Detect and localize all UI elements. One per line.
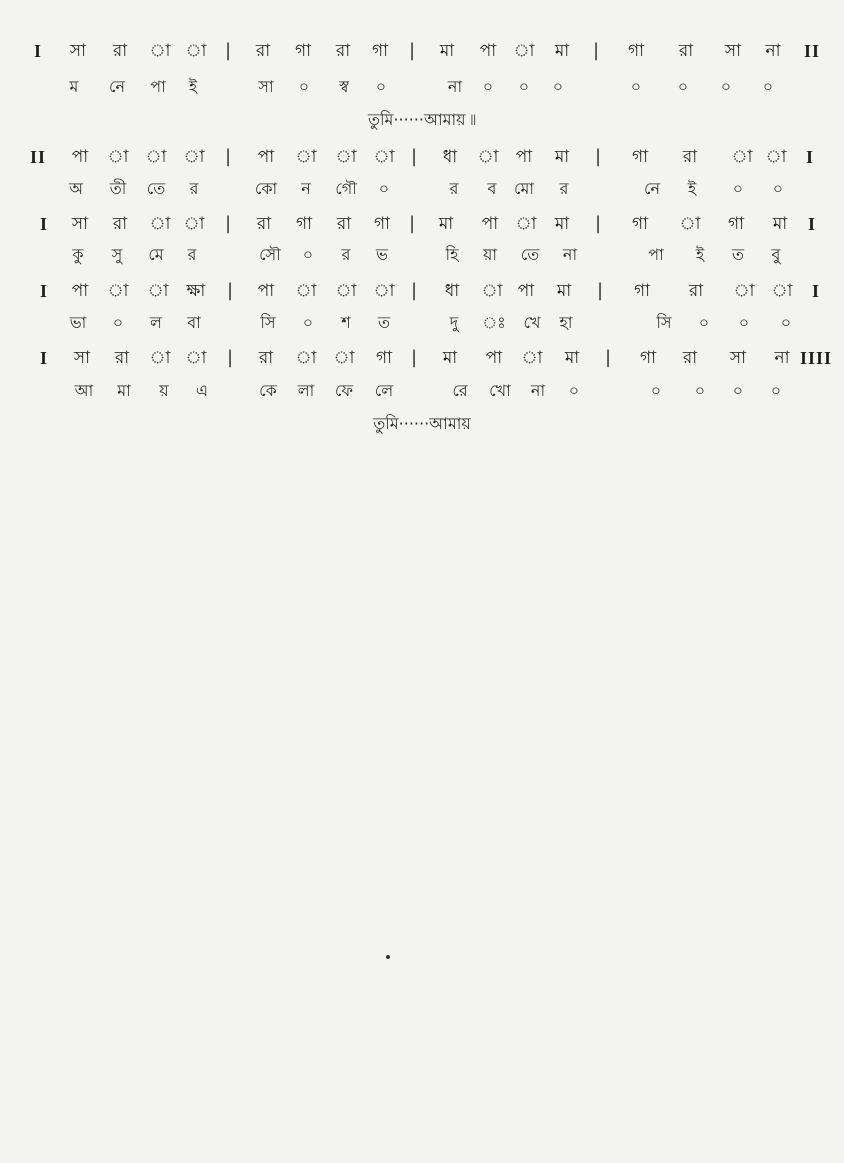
swara-note: া bbox=[373, 281, 395, 301]
lyric-syllable: পা bbox=[150, 77, 166, 96]
lyric-syllable: ব bbox=[487, 179, 497, 198]
swara-note: রা bbox=[255, 41, 271, 61]
bar-line: | bbox=[410, 146, 418, 167]
lyric-syllable: ল bbox=[150, 313, 162, 332]
lyric-syllable: রে bbox=[452, 381, 468, 400]
lyric-syllable: ০ bbox=[772, 179, 784, 198]
lyric-line bbox=[0, 174, 844, 204]
lyric-syllable: এ bbox=[195, 381, 209, 400]
swara-note: া bbox=[335, 147, 357, 167]
swara-note: া bbox=[183, 214, 205, 234]
lyric-syllable: আ bbox=[74, 381, 94, 400]
lyric-syllable: ভা bbox=[69, 313, 87, 332]
swara-note: রা bbox=[335, 41, 351, 61]
lyric-syllable: ভ bbox=[376, 245, 388, 264]
lyric-syllable: না bbox=[447, 77, 463, 96]
lyric-syllable: মো bbox=[513, 179, 535, 198]
lyric-syllable: তে bbox=[520, 245, 540, 264]
lyric-syllable: র bbox=[187, 245, 197, 264]
lyric-syllable: পা bbox=[648, 245, 664, 264]
lyric-syllable: সৌ bbox=[259, 245, 281, 264]
swara-note: া bbox=[335, 281, 357, 301]
lyric-syllable: ০ bbox=[482, 77, 494, 96]
bar-line: | bbox=[408, 40, 416, 61]
swara-note: া bbox=[149, 41, 171, 61]
ink-speck bbox=[386, 955, 390, 959]
swara-note: সা bbox=[724, 41, 742, 61]
end-marker: I bbox=[811, 281, 821, 301]
swara-note: া bbox=[185, 41, 207, 61]
swara-note: সা bbox=[73, 348, 91, 368]
swara-line bbox=[0, 276, 844, 306]
lyric-syllable: মে bbox=[148, 245, 164, 264]
swara-note: রা bbox=[336, 214, 352, 234]
lyric-syllable: র bbox=[449, 179, 459, 198]
lyric-syllable: ০ bbox=[698, 313, 710, 332]
swara-note: রা bbox=[112, 214, 128, 234]
swara-note: মা bbox=[554, 147, 570, 167]
start-marker: I bbox=[39, 348, 49, 368]
lyric-syllable: কে bbox=[259, 381, 277, 400]
lyric-syllable: তে bbox=[146, 179, 166, 198]
lyric-syllable: মা bbox=[117, 381, 131, 400]
swara-note: গা bbox=[727, 214, 745, 234]
swara-note: গা bbox=[627, 41, 645, 61]
swara-note: া bbox=[731, 147, 753, 167]
swara-note: া bbox=[477, 147, 499, 167]
lyric-syllable: ০ bbox=[780, 313, 792, 332]
swara-note: রা bbox=[682, 147, 698, 167]
lyric-syllable: তী bbox=[109, 179, 127, 198]
end-marker: I bbox=[807, 214, 817, 234]
lyric-syllable: ০ bbox=[762, 77, 774, 96]
lyric-syllable: বু bbox=[771, 245, 781, 264]
swara-note: গা bbox=[373, 214, 391, 234]
swara-note: া bbox=[521, 348, 543, 368]
swara-note: রা bbox=[258, 348, 274, 368]
start-marker: I bbox=[33, 41, 43, 61]
lyric-syllable: ত bbox=[377, 313, 391, 332]
swara-note: া bbox=[295, 147, 317, 167]
lyric-syllable: য়া bbox=[482, 245, 498, 264]
lyric-line bbox=[0, 376, 844, 406]
lyric-syllable: ত bbox=[731, 245, 745, 264]
lyric-syllable: নে bbox=[643, 179, 661, 198]
swara-note: পা bbox=[479, 41, 497, 61]
swara-note: পা bbox=[481, 214, 499, 234]
lyric-syllable: না bbox=[530, 381, 546, 400]
swara-note: পা bbox=[257, 147, 275, 167]
lyric-syllable: নে bbox=[108, 77, 126, 96]
lyric-syllable: সি bbox=[260, 313, 276, 332]
swara-note: গা bbox=[375, 348, 393, 368]
swara-note: রা bbox=[112, 41, 128, 61]
lyric-syllable: ০ bbox=[378, 179, 390, 198]
lyric-syllable: ০ bbox=[298, 77, 310, 96]
lyric-syllable: কো bbox=[254, 179, 278, 198]
lyric-syllable: খে bbox=[523, 313, 541, 332]
lyric-syllable: ম bbox=[69, 77, 79, 96]
lyric-syllable: না bbox=[562, 245, 578, 264]
swara-note: া bbox=[513, 41, 535, 61]
swara-note: গা bbox=[371, 41, 389, 61]
lyric-syllable: ন bbox=[301, 179, 311, 198]
bar-line: | bbox=[226, 280, 234, 301]
swara-note: া bbox=[149, 214, 171, 234]
start-marker: I bbox=[39, 214, 49, 234]
swara-note: পা bbox=[71, 281, 89, 301]
lyric-syllable: গৌ bbox=[335, 179, 357, 198]
swara-note: রা bbox=[682, 348, 698, 368]
swara-note: রা bbox=[688, 281, 704, 301]
swara-note: মা bbox=[438, 214, 454, 234]
lyric-syllable: ০ bbox=[375, 77, 387, 96]
swara-note: া bbox=[183, 147, 205, 167]
end-marker: IIII bbox=[799, 348, 833, 368]
swara-note: মা bbox=[556, 281, 572, 301]
swara-note: ধা bbox=[444, 281, 460, 301]
lyric-syllable: ০ bbox=[302, 313, 314, 332]
swara-note: সা bbox=[69, 41, 87, 61]
swara-line bbox=[0, 209, 844, 239]
swara-note: মা bbox=[554, 41, 570, 61]
swara-note: রা bbox=[678, 41, 694, 61]
lyric-syllable: হা bbox=[559, 313, 573, 332]
lyric-syllable: কু bbox=[72, 245, 84, 264]
swara-note: গা bbox=[295, 214, 313, 234]
swara-note: মা bbox=[564, 348, 580, 368]
swara-note: া bbox=[107, 147, 129, 167]
swara-line bbox=[0, 142, 844, 172]
lyric-syllable: ই bbox=[687, 179, 697, 198]
swara-note: পা bbox=[517, 281, 535, 301]
swara-note: পা bbox=[71, 147, 89, 167]
lyric-syllable: স্ব bbox=[339, 77, 349, 96]
start-marker: I bbox=[39, 281, 49, 301]
swara-note: পা bbox=[257, 281, 275, 301]
swara-note: মা bbox=[442, 348, 458, 368]
swara-note: া bbox=[185, 348, 207, 368]
lyric-syllable: ই bbox=[695, 245, 705, 264]
bar-line: | bbox=[226, 347, 234, 368]
lyric-syllable: ০ bbox=[677, 77, 689, 96]
swara-note: া bbox=[765, 147, 787, 167]
lyric-syllable: সা bbox=[258, 77, 274, 96]
swara-note: রা bbox=[114, 348, 130, 368]
swara-note: া bbox=[481, 281, 503, 301]
swara-note: া bbox=[679, 214, 701, 234]
swara-note: গা bbox=[639, 348, 657, 368]
swara-note: সা bbox=[71, 214, 89, 234]
swara-line bbox=[0, 36, 844, 66]
swara-note: া bbox=[147, 281, 169, 301]
swara-note: া bbox=[149, 348, 171, 368]
refrain-line: তুমি······আমায় bbox=[373, 414, 471, 433]
lyric-syllable: ০ bbox=[568, 381, 580, 400]
lyric-syllable: ০ bbox=[630, 77, 642, 96]
lyric-syllable: অ bbox=[69, 179, 83, 198]
swara-note: পা bbox=[485, 348, 503, 368]
lyric-syllable: দু bbox=[449, 313, 459, 332]
lyric-syllable: ০ bbox=[518, 77, 530, 96]
end-marker: I bbox=[805, 147, 815, 167]
lyric-syllable: ০ bbox=[694, 381, 706, 400]
lyric-syllable: লা bbox=[297, 381, 315, 400]
swara-note: া bbox=[771, 281, 793, 301]
lyric-line bbox=[0, 308, 844, 338]
lyric-syllable: ০ bbox=[732, 179, 744, 198]
bar-line: | bbox=[594, 146, 602, 167]
swara-line bbox=[0, 343, 844, 373]
lyric-syllable: খো bbox=[489, 381, 511, 400]
lyric-syllable: ০ bbox=[650, 381, 662, 400]
bar-line: | bbox=[594, 213, 602, 234]
lyric-syllable: ফে bbox=[334, 381, 354, 400]
bar-line: | bbox=[224, 40, 232, 61]
swara-note: সা bbox=[729, 348, 747, 368]
swara-note: না bbox=[774, 348, 790, 368]
swara-note: না bbox=[765, 41, 781, 61]
swara-note: া bbox=[733, 281, 755, 301]
swara-note: া bbox=[145, 147, 167, 167]
swara-note: া bbox=[373, 147, 395, 167]
lyric-syllable: ০ bbox=[112, 313, 124, 332]
lyric-syllable: ০ bbox=[720, 77, 732, 96]
lyric-syllable: লে bbox=[374, 381, 394, 400]
swara-note: া bbox=[515, 214, 537, 234]
bar-line: | bbox=[596, 280, 604, 301]
lyric-syllable: ০ bbox=[738, 313, 750, 332]
swara-note: া bbox=[333, 348, 355, 368]
lyric-syllable: বা bbox=[187, 313, 201, 332]
bar-line: | bbox=[592, 40, 600, 61]
swara-note: পা bbox=[515, 147, 533, 167]
lyric-syllable: সি bbox=[656, 313, 672, 332]
bar-line: | bbox=[408, 213, 416, 234]
swara-note: া bbox=[295, 281, 317, 301]
swara-note: গা bbox=[631, 147, 649, 167]
swara-note: গা bbox=[631, 214, 649, 234]
swara-note: মা bbox=[772, 214, 788, 234]
bar-line: | bbox=[224, 213, 232, 234]
lyric-syllable: ০ bbox=[302, 245, 314, 264]
swara-note: মা bbox=[439, 41, 455, 61]
swara-note: া bbox=[295, 348, 317, 368]
lyric-syllable: হি bbox=[445, 245, 459, 264]
swara-note: ক্ষা bbox=[186, 281, 206, 301]
start-marker: II bbox=[29, 147, 47, 167]
swara-note: ধা bbox=[442, 147, 458, 167]
refrain-line: তুমি······আমায় ৷৷ bbox=[367, 110, 477, 129]
lyric-syllable: ০ bbox=[552, 77, 564, 96]
swara-note: গা bbox=[633, 281, 651, 301]
lyric-syllable: ঃ bbox=[482, 313, 506, 332]
lyric-line bbox=[0, 240, 844, 270]
lyric-line bbox=[0, 72, 844, 102]
lyric-syllable: সু bbox=[111, 245, 123, 264]
bar-line: | bbox=[410, 280, 418, 301]
lyric-syllable: য় bbox=[159, 381, 169, 400]
lyric-syllable: শ bbox=[341, 313, 351, 332]
swara-note: মা bbox=[554, 214, 570, 234]
bar-line: | bbox=[604, 347, 612, 368]
lyric-syllable: ০ bbox=[732, 381, 744, 400]
bar-line: | bbox=[410, 347, 418, 368]
end-marker: II bbox=[803, 41, 821, 61]
lyric-syllable: র bbox=[189, 179, 199, 198]
lyric-syllable: ০ bbox=[770, 381, 782, 400]
swara-note: া bbox=[107, 281, 129, 301]
lyric-syllable: ই bbox=[188, 77, 198, 96]
swara-note: গা bbox=[294, 41, 312, 61]
lyric-syllable: র bbox=[559, 179, 569, 198]
lyric-syllable: র bbox=[341, 245, 351, 264]
bar-line: | bbox=[224, 146, 232, 167]
swara-note: রা bbox=[256, 214, 272, 234]
